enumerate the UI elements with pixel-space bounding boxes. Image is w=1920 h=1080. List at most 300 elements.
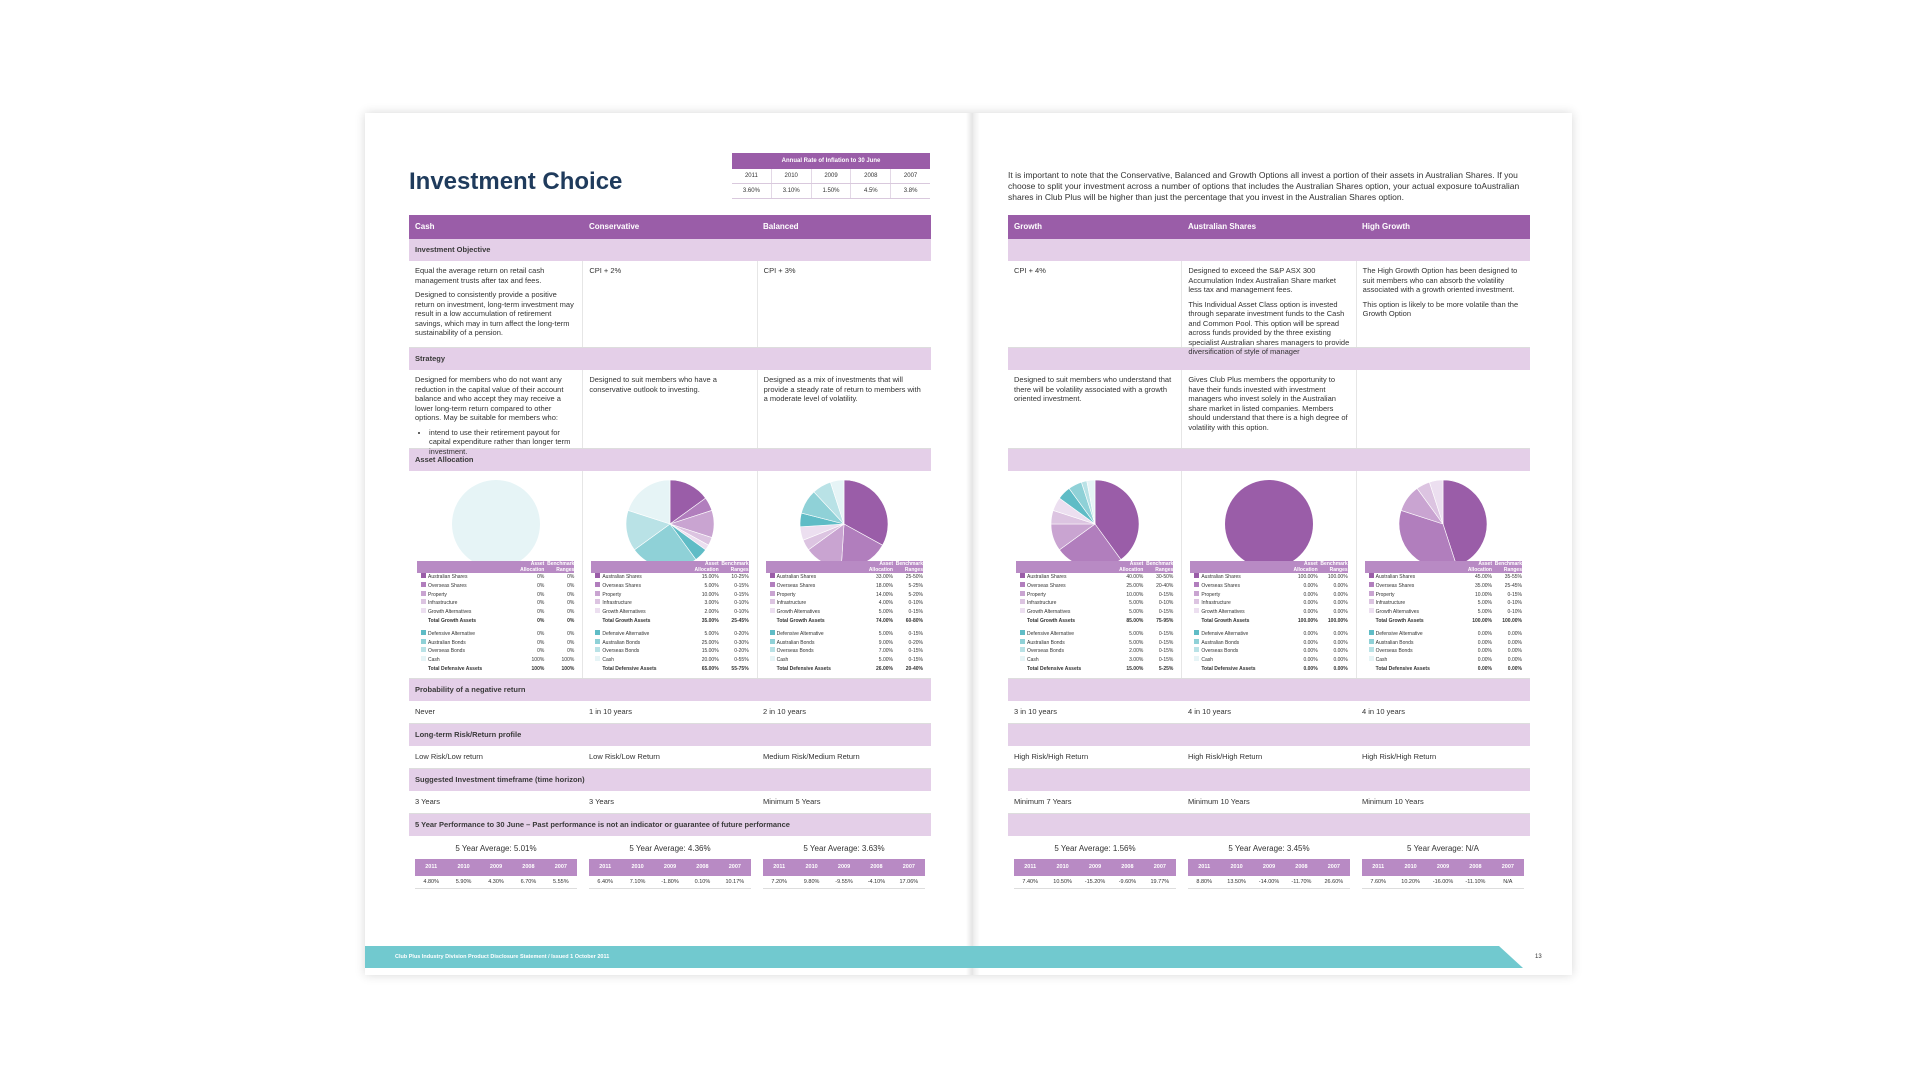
allocation-table-row [591, 647, 748, 656]
performance-values [1188, 876, 1350, 889]
benchmark-range-value: 0-20% [734, 648, 749, 655]
allocation-table-row [1016, 639, 1173, 648]
benchmark-range-value: 0.00% [1507, 648, 1522, 655]
asset-allocation-value: 0.00% [1477, 648, 1492, 655]
section-timeframe: Suggested Investment timeframe (time horizon) [409, 769, 931, 791]
objective-cell [583, 261, 757, 347]
asset-class-label: Infrastructure [1201, 600, 1231, 607]
asset-class-label: Australian Bonds [602, 639, 641, 646]
performance-value: -1.80% [661, 879, 679, 885]
asset-class-label: Infrastructure [428, 600, 458, 607]
performance-value: 7.60% [1370, 879, 1386, 885]
allocation-table-row [1190, 591, 1347, 600]
asset-allocation-value: 5.00% [1477, 600, 1492, 607]
strategy-text: Designed to suit members who have a conservative outlook to investing. [589, 375, 717, 394]
timeframe-value: Minimum 7 Years [1014, 797, 1072, 806]
asset-class-label: Cash [602, 657, 615, 664]
objective-row [1008, 261, 1530, 356]
asset-allocation-value: 100.00% [1297, 574, 1318, 580]
pie-slice [452, 480, 540, 568]
timeframe-value: Minimum 5 Years [763, 797, 821, 806]
asset-allocation-value: 5.00% [1129, 609, 1144, 616]
asset-allocation-value: 45.00% [1475, 574, 1492, 580]
allocation-table-row [417, 582, 574, 591]
strategy-cell [1008, 370, 1182, 448]
benchmark-range-value: 30-50% [1156, 574, 1174, 580]
performance-value: -11.10% [1465, 879, 1486, 885]
intro-paragraph: It is important to note that the Conservative, Balanced and Growth Options all invest a portion of their assets in Australian Shares. If you choose to split your investment across a number of options that includes the Australian Shares option, your actual exposure toAustralian shares in Club Plus will be higher than just the percentage that you invest in the Australian Shares option. [1008, 170, 1520, 202]
benchmark-range-value: 5-25% [1158, 665, 1174, 672]
asset-class-label: Total Defensive Assets [1201, 665, 1256, 672]
allocation-table-header [1190, 561, 1347, 573]
asset-allocation-value: 0.00% [1303, 630, 1318, 637]
performance-value: -11.70% [1291, 879, 1312, 885]
asset-class-label: Growth Alternatives [602, 609, 646, 616]
inflation-table [732, 153, 930, 199]
allocation-row [1008, 471, 1530, 679]
column-header: Growth [1014, 222, 1042, 231]
allocation-table-row [591, 639, 748, 648]
performance-value: 10.50% [1053, 879, 1072, 885]
performance-year: 2010 [1404, 864, 1417, 870]
five-year-average: 5 Year Average: 3.63% [803, 844, 885, 853]
asset-class-label: Cash [776, 657, 789, 664]
asset-class-label: Total Defensive Assets [602, 665, 657, 672]
probability-value: Never [415, 707, 436, 716]
allocation-table-row [417, 591, 574, 600]
allocation-table-row [591, 599, 748, 608]
performance-value: 17.06% [899, 879, 919, 885]
benchmark-range-value: 0% [567, 582, 575, 589]
section-band [1008, 679, 1530, 701]
asset-allocation-value: 100% [531, 657, 545, 664]
risk-value: High Risk/High Return [1188, 752, 1263, 761]
asset-class-label: Overseas Bonds [1027, 648, 1064, 655]
benchmark-range-value: 0.00% [1333, 657, 1348, 664]
asset-allocation-value: 0.00% [1477, 665, 1492, 672]
section-band [1008, 769, 1530, 791]
asset-class-label: Overseas Shares [1201, 582, 1240, 589]
section-band [1008, 449, 1530, 471]
performance-year: 2009 [1088, 864, 1102, 870]
asset-class-label: Total Growth Assets [1375, 617, 1424, 624]
timeframe-value: 3 Years [589, 797, 615, 806]
performance-value: 10.20% [1401, 879, 1420, 885]
allocation-cell [409, 471, 583, 678]
asset-allocation-value: 40.00% [1126, 574, 1144, 580]
asset-class-label: Australian Shares [602, 574, 642, 580]
risk-row [409, 746, 931, 769]
column-header: High Growth [1362, 222, 1410, 231]
performance-value: 5.55% [553, 879, 569, 885]
asset-allocation-value: 65.00% [701, 665, 719, 672]
allocation-header-label: Asset Allocation [868, 561, 893, 573]
allocation-header-label: Benchmark Ranges [1320, 561, 1348, 573]
objective-cell [758, 261, 931, 347]
performance-year: 2009 [663, 864, 677, 870]
objective-cell [1182, 261, 1356, 356]
options-table-right [1008, 215, 1530, 898]
allocation-table-row [1365, 599, 1522, 608]
performance-years-header [415, 859, 577, 876]
asset-class-label: Total Growth Assets [428, 617, 477, 624]
allocation-table-row [417, 647, 574, 656]
allocation-table-row [766, 630, 923, 639]
inflation-year: 2008 [851, 169, 891, 183]
asset-allocation-value: 85.00% [1126, 617, 1144, 624]
asset-class-label: Overseas Bonds [776, 648, 814, 655]
allocation-table-row [1190, 647, 1347, 656]
asset-class-label: Total Defensive Assets [1027, 665, 1082, 672]
allocation-table-row [591, 591, 748, 600]
five-year-average: 5 Year Average: 5.01% [455, 844, 537, 853]
allocation-pie-chart [625, 479, 715, 569]
performance-row [409, 836, 931, 898]
benchmark-range-value: 5-20% [908, 591, 923, 598]
allocation-table-row [1365, 608, 1522, 617]
allocation-table-row [1365, 573, 1522, 582]
benchmark-range-value: 0-10% [1507, 609, 1522, 616]
allocation-row [409, 471, 931, 679]
benchmark-range-value: 0.00% [1333, 665, 1348, 672]
asset-class-label: Property [428, 591, 447, 598]
allocation-table-row [1190, 599, 1347, 608]
asset-allocation-value: 5.00% [1129, 630, 1144, 637]
allocation-header-label: Benchmark Ranges [547, 561, 575, 573]
risk-value: Low Risk/Low Return [589, 752, 660, 761]
performance-value: 26.60% [1324, 879, 1344, 885]
allocation-table-row [417, 608, 574, 617]
asset-allocation-value: 74.00% [876, 617, 893, 624]
asset-class-label: Cash [1201, 657, 1214, 664]
benchmark-range-value: 0.00% [1333, 630, 1348, 637]
benchmark-range-value: 0% [567, 609, 575, 616]
performance-values [589, 876, 751, 889]
performance-value: 6.40% [597, 879, 613, 885]
allocation-pie-chart [1224, 479, 1314, 569]
benchmark-range-value: 60-80% [905, 617, 923, 624]
benchmark-range-value: 0% [567, 639, 575, 646]
benchmark-range-value: 0.00% [1507, 657, 1522, 664]
asset-class-label: Australian Shares [1375, 574, 1416, 580]
allocation-table-row [417, 573, 574, 582]
performance-year: 2011 [773, 864, 786, 870]
objective-cell [409, 261, 583, 347]
timeframe-value: Minimum 10 Years [1188, 797, 1250, 806]
five-year-average: 5 Year Average: 3.45% [1228, 844, 1310, 853]
allocation-cell [758, 471, 931, 678]
risk-value: Medium Risk/Medium Return [763, 752, 860, 761]
performance-year: 2007 [1327, 864, 1340, 870]
asset-class-label: Property [602, 591, 622, 598]
asset-allocation-value: 35.00% [1475, 582, 1492, 589]
asset-class-label: Overseas Shares [428, 582, 467, 589]
performance-year: 2010 [1056, 864, 1069, 870]
timeframe-value: Minimum 10 Years [1362, 797, 1424, 806]
allocation-table-row [766, 639, 923, 648]
performance-value: -9.60% [1118, 879, 1137, 885]
allocation-table [591, 561, 748, 674]
allocation-cell [1357, 471, 1530, 678]
benchmark-range-value: 0% [567, 617, 575, 624]
performance-year: 2010 [457, 864, 470, 870]
allocation-table-row [591, 617, 748, 626]
asset-class-label: Infrastructure [776, 600, 807, 607]
allocation-header-label: Asset Allocation [1293, 561, 1318, 573]
asset-class-label: Overseas Bonds [602, 648, 640, 655]
benchmark-range-value: 0-15% [1158, 630, 1174, 637]
performance-value: -16.00% [1432, 879, 1454, 885]
benchmark-range-value: 55-75% [731, 665, 749, 672]
column-header-row [1008, 215, 1530, 239]
asset-allocation-value: 5.00% [1129, 600, 1144, 607]
benchmark-range-value: 0.00% [1333, 591, 1348, 598]
allocation-table-row [766, 573, 923, 582]
pie-slice [1225, 480, 1313, 568]
benchmark-range-value: 5-25% [908, 582, 923, 589]
five-year-average: 5 Year Average: N/A [1407, 844, 1479, 853]
performance-value: 7.20% [771, 879, 787, 885]
asset-allocation-value: 2.00% [1129, 648, 1144, 655]
asset-allocation-value: 0.00% [1303, 657, 1318, 664]
asset-allocation-value: 9.00% [878, 639, 893, 646]
column-header-row [409, 215, 931, 239]
asset-class-label: Overseas Shares [602, 582, 641, 589]
asset-class-label: Overseas Bonds [1375, 648, 1413, 655]
asset-allocation-value: 15.00% [1126, 665, 1144, 672]
section-performance: 5 Year Performance to 30 June – Past performance is not an indicator or guarantee of future performance [409, 814, 931, 836]
asset-allocation-value: 100.00% [1297, 617, 1318, 624]
benchmark-range-value: 0-15% [908, 630, 923, 637]
benchmark-range-value: 0-15% [1158, 657, 1174, 664]
section-band [1008, 724, 1530, 746]
inflation-value: 3.10% [772, 184, 812, 198]
asset-class-label: Defensive Alternative [602, 630, 650, 637]
asset-allocation-value: 0% [537, 609, 545, 616]
performance-value: 5.90% [455, 879, 472, 885]
asset-class-label: Overseas Shares [1027, 582, 1066, 589]
strategy-cell [758, 370, 931, 448]
performance-values [415, 876, 577, 889]
allocation-table-row [417, 599, 574, 608]
performance-year: 2011 [1024, 864, 1037, 870]
allocation-table-row [1365, 665, 1522, 674]
asset-allocation-value: 25.00% [1126, 582, 1144, 589]
performance-value: -14.00% [1258, 879, 1280, 885]
asset-class-label: Australian Shares [428, 574, 468, 580]
performance-cell [583, 836, 757, 898]
inflation-year: 2007 [903, 173, 918, 179]
performance-year: 2009 [1262, 864, 1276, 870]
benchmark-range-value: 0-10% [734, 600, 749, 607]
asset-allocation-value: 0% [537, 630, 545, 637]
inflation-value: 1.50% [812, 184, 852, 198]
benchmark-range-value: 0.00% [1333, 600, 1348, 607]
performance-year: 2008 [1295, 864, 1308, 870]
benchmark-range-value: 0-15% [1158, 591, 1174, 598]
page-number: 13 [1535, 954, 1542, 960]
asset-allocation-value: 10.00% [701, 591, 719, 598]
allocation-table-row [591, 608, 748, 617]
allocation-table-row [417, 639, 574, 648]
five-year-average: 5 Year Average: 4.36% [629, 844, 711, 853]
allocation-table-row [766, 599, 923, 608]
asset-allocation-value: 0% [537, 591, 545, 598]
benchmark-range-value: 10-25% [731, 574, 749, 580]
benchmark-range-value: 0% [567, 600, 575, 607]
performance-values [763, 876, 925, 889]
allocation-table-row [1190, 665, 1347, 674]
asset-class-label: Defensive Alternative [1375, 630, 1423, 637]
allocation-table-row [1190, 608, 1347, 617]
benchmark-range-value: 0% [567, 591, 575, 598]
asset-class-label: Growth Alternatives [1027, 609, 1071, 616]
inflation-title: Annual Rate of Inflation to 30 June [732, 153, 930, 169]
asset-class-label: Australian Shares [1201, 574, 1241, 580]
allocation-table-row [766, 617, 923, 626]
performance-value: 10.17% [725, 879, 745, 885]
section-strategy: Strategy [409, 348, 931, 370]
timeframe-value: 3 Years [415, 797, 441, 806]
allocation-table-row [766, 582, 923, 591]
inflation-years-row [732, 169, 930, 184]
asset-class-label: Overseas Shares [776, 582, 816, 589]
asset-allocation-value: 5.00% [878, 657, 893, 664]
benchmark-range-value: 0.00% [1333, 582, 1348, 589]
performance-year: 2008 [522, 864, 535, 870]
performance-cell [1182, 836, 1356, 898]
performance-value: 7.40% [1022, 879, 1038, 885]
allocation-table-row [1365, 630, 1522, 639]
performance-cell [1008, 836, 1182, 898]
performance-year: 2008 [870, 864, 883, 870]
benchmark-range-value: 100% [561, 665, 575, 672]
asset-class-label: Australian Shares [776, 574, 817, 580]
allocation-table-row [1190, 630, 1347, 639]
asset-allocation-value: 18.00% [876, 582, 893, 589]
allocation-header-label: Benchmark Ranges [895, 561, 923, 573]
allocation-table-header [591, 561, 748, 573]
performance-year: 2009 [1436, 864, 1450, 870]
objective-text: The High Growth Option has been designed to suit members who can absorb the volatility associated with a growth oriented investment. [1362, 266, 1518, 294]
risk-row [1008, 746, 1530, 769]
strategy-bullet: • intend to use their retirement payout for capital expenditure rather than longer term [429, 428, 576, 457]
section-band [1008, 814, 1530, 836]
risk-value: High Risk/High Return [1362, 752, 1437, 761]
asset-allocation-value: 20.00% [701, 657, 719, 664]
asset-class-label: Cash [428, 657, 440, 664]
asset-allocation-value: 0.00% [1303, 648, 1318, 655]
allocation-table-header [1365, 561, 1522, 573]
asset-class-label: Total Defensive Assets [1375, 665, 1430, 672]
allocation-table-row [1190, 656, 1347, 665]
allocation-table-row [1016, 591, 1173, 600]
benchmark-range-value: 20-40% [905, 665, 923, 672]
objective-text: Equal the average return on retail cash management trusts after tax and fees. [415, 266, 545, 285]
strategy-cell [1357, 370, 1530, 448]
allocation-table [766, 561, 923, 674]
asset-class-label: Australian Bonds [1201, 639, 1240, 646]
asset-class-label: Property [1027, 591, 1046, 598]
benchmark-range-value: 0-15% [908, 657, 923, 664]
objective-text: CPI + 4% [1014, 266, 1046, 275]
allocation-table-row [417, 617, 574, 626]
allocation-table-row [1190, 639, 1347, 648]
probability-value: 4 in 10 years [1362, 707, 1405, 716]
asset-allocation-value: 5.00% [704, 630, 719, 637]
asset-class-label: Australian Shares [1027, 574, 1067, 580]
benchmark-range-value: 0-15% [1158, 609, 1174, 616]
objective-text: This Individual Asset Class option is invested through separate investment funds to the Cash and Common Pool. This option will be spread across funds provided by the three existing specialist Australian shares managers to provide diversification of style of manager [1188, 299, 1350, 356]
section-band [1008, 239, 1530, 261]
performance-year: 2007 [1153, 864, 1166, 870]
allocation-table-header [766, 561, 923, 573]
benchmark-range-value: 0.00% [1507, 665, 1522, 672]
asset-allocation-value: 26.00% [876, 665, 893, 672]
allocation-table-row [766, 591, 923, 600]
probability-row [409, 701, 931, 724]
asset-class-label: Australian Bonds [1027, 639, 1065, 646]
performance-years-header [589, 859, 751, 876]
allocation-table-row [1365, 582, 1522, 591]
asset-class-label: Infrastructure [1375, 600, 1406, 607]
risk-value: High Risk/High Return [1014, 752, 1089, 761]
asset-allocation-value: 5.00% [704, 582, 719, 589]
allocation-cell [1182, 471, 1356, 678]
allocation-table-row [1365, 639, 1522, 648]
benchmark-range-value: 0-10% [1158, 600, 1174, 607]
asset-allocation-value: 0.00% [1303, 582, 1318, 589]
probability-value: 3 in 10 years [1014, 707, 1057, 716]
footer-text: Club Plus Industry Division Product Disclosure Statement / Issued 1 October 2011 [395, 954, 610, 960]
benchmark-range-value: 0.00% [1333, 648, 1348, 655]
performance-years-header [763, 859, 925, 876]
benchmark-range-value: 0% [567, 648, 575, 655]
performance-value: N/A [1503, 879, 1513, 885]
asset-allocation-value: 0% [537, 582, 545, 589]
strategy-text: Designed for members who do not want any reduction in the capital value of their account balance and who accept they may receive a lower long-term return compared to other options. May be suitable for members who: [415, 375, 564, 422]
asset-allocation-value: 2.00% [704, 609, 719, 616]
asset-allocation-value: 100.00% [1472, 617, 1492, 624]
allocation-table-row [1365, 656, 1522, 665]
benchmark-range-value: 75-95% [1156, 617, 1174, 624]
allocation-table-row [591, 630, 748, 639]
performance-year: 2008 [1469, 864, 1482, 870]
objective-text: Designed to exceed the S&P ASX 300 Accumulation Index Australian Share market less tax and management fees. [1188, 266, 1336, 294]
asset-allocation-value: 0% [537, 639, 545, 646]
column-header: Australian Shares [1188, 222, 1257, 231]
asset-class-label: Growth Alternatives [776, 609, 821, 616]
column-header: Conservative [589, 222, 640, 231]
allocation-table-row [591, 573, 748, 582]
asset-class-label: Total Growth Assets [776, 617, 825, 624]
asset-allocation-value: 7.00% [878, 648, 893, 655]
benchmark-range-value: 25-45% [731, 617, 749, 624]
allocation-table-row [1190, 573, 1347, 582]
asset-class-label: Australian Bonds [1375, 639, 1414, 646]
benchmark-range-value: 0-15% [1507, 591, 1522, 598]
allocation-table-row [766, 608, 923, 617]
allocation-table-row [417, 630, 574, 639]
performance-cell [757, 836, 931, 898]
allocation-table-row [591, 582, 748, 591]
asset-class-label: Defensive Alternative [776, 630, 824, 637]
asset-class-label: Defensive Alternative [428, 630, 475, 637]
performance-value: 4.30% [488, 879, 504, 885]
asset-allocation-value: 0.00% [1303, 609, 1318, 616]
performance-value: 8.80% [1196, 879, 1212, 885]
five-year-average: 5 Year Average: 1.56% [1054, 844, 1136, 853]
